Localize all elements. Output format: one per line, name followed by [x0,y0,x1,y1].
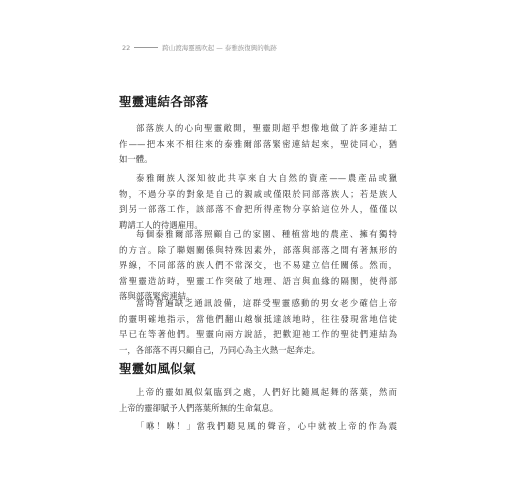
page-number: 22 [122,43,131,52]
section-heading: 聖靈連結各部落 [119,94,209,109]
book-subtitle: 泰雅族復興的軌跡 [224,44,277,52]
paragraph-line: 一，各部落不再只顧自己，乃同心為主火熱一起奔走。 [119,344,320,355]
paragraph-line: 部落族人的心向聖靈敞開，聖靈則超乎想像地做了許多連結工 [136,123,397,133]
paragraph-line: 作——把本來不相往來的泰雅爾部落緊密連結起來，聖徒同心，猶 [119,138,397,149]
header-rule [134,47,158,48]
paragraph-line: 的方言。除了聯姻關係與特殊因素外，部落與部落之間有著無形的 [119,244,397,255]
paragraph-line: 的靈明確地指示，當他們翻山越嶺抵達該地時，往往發現當地信徒 [119,313,397,324]
paragraph-line: 「咻！咻！」當我們聽見風的聲音，心中就被上帝的作為震 [136,421,397,431]
paragraph-line: 物，不過分享的對象是自己的親戚或僅限於同部落族人；若是族人 [119,188,397,199]
paragraph-line: 泰雅爾族人深知彼此共享來自大自然的資產——農產品或獵 [136,173,397,183]
paragraph-line: 界線，不同部落的族人們不常深交，也不易建立信任關係。然而， [119,260,397,270]
paragraph-line: 每個泰雅爾部落照顧自己的家園、種植當地的農產、擁有獨特 [136,229,397,239]
paragraph-line: 早已在等著他們。聖靈向兩方說話，把歡迎祂工作的聖徒們連結為 [119,329,397,339]
header-separator: — [216,43,223,52]
running-header [122,43,277,52]
paragraph-line: 落與部落緊密連結。 [119,291,195,301]
paragraph [119,121,397,168]
paragraph-line: 上帝的靈如風似氣臨到之處，人們好比隨風起舞的落葉，然而 [136,387,397,397]
paragraph-line: 上帝的靈卻賦予人們落葉所無的生命氣息。 [119,402,279,413]
paragraph [119,296,397,358]
paragraph-line: 如一體。 [119,154,153,164]
paragraph [119,227,397,305]
section-heading: 聖靈如風似氣 [119,361,196,376]
paragraph-line: 當聖靈造訪時，聖靈工作突破了地理、語言與血緣的隔閡，使得部 [119,275,397,286]
paragraph-line: 到另一部落工作，該部落不會把所得產物分享給這位外人，僅僅以 [119,204,397,214]
paragraph-line: 當時普遍缺乏通訊設備，這群受聖靈感動的男女老少確信上帝 [136,298,397,308]
paragraph [119,385,397,416]
book-title: 跨山渡海靈風吹起 [162,44,215,52]
paragraph-line: 聘請工人的待遇雇用。 [119,219,203,230]
paragraph [119,419,397,435]
paragraph [119,171,397,233]
